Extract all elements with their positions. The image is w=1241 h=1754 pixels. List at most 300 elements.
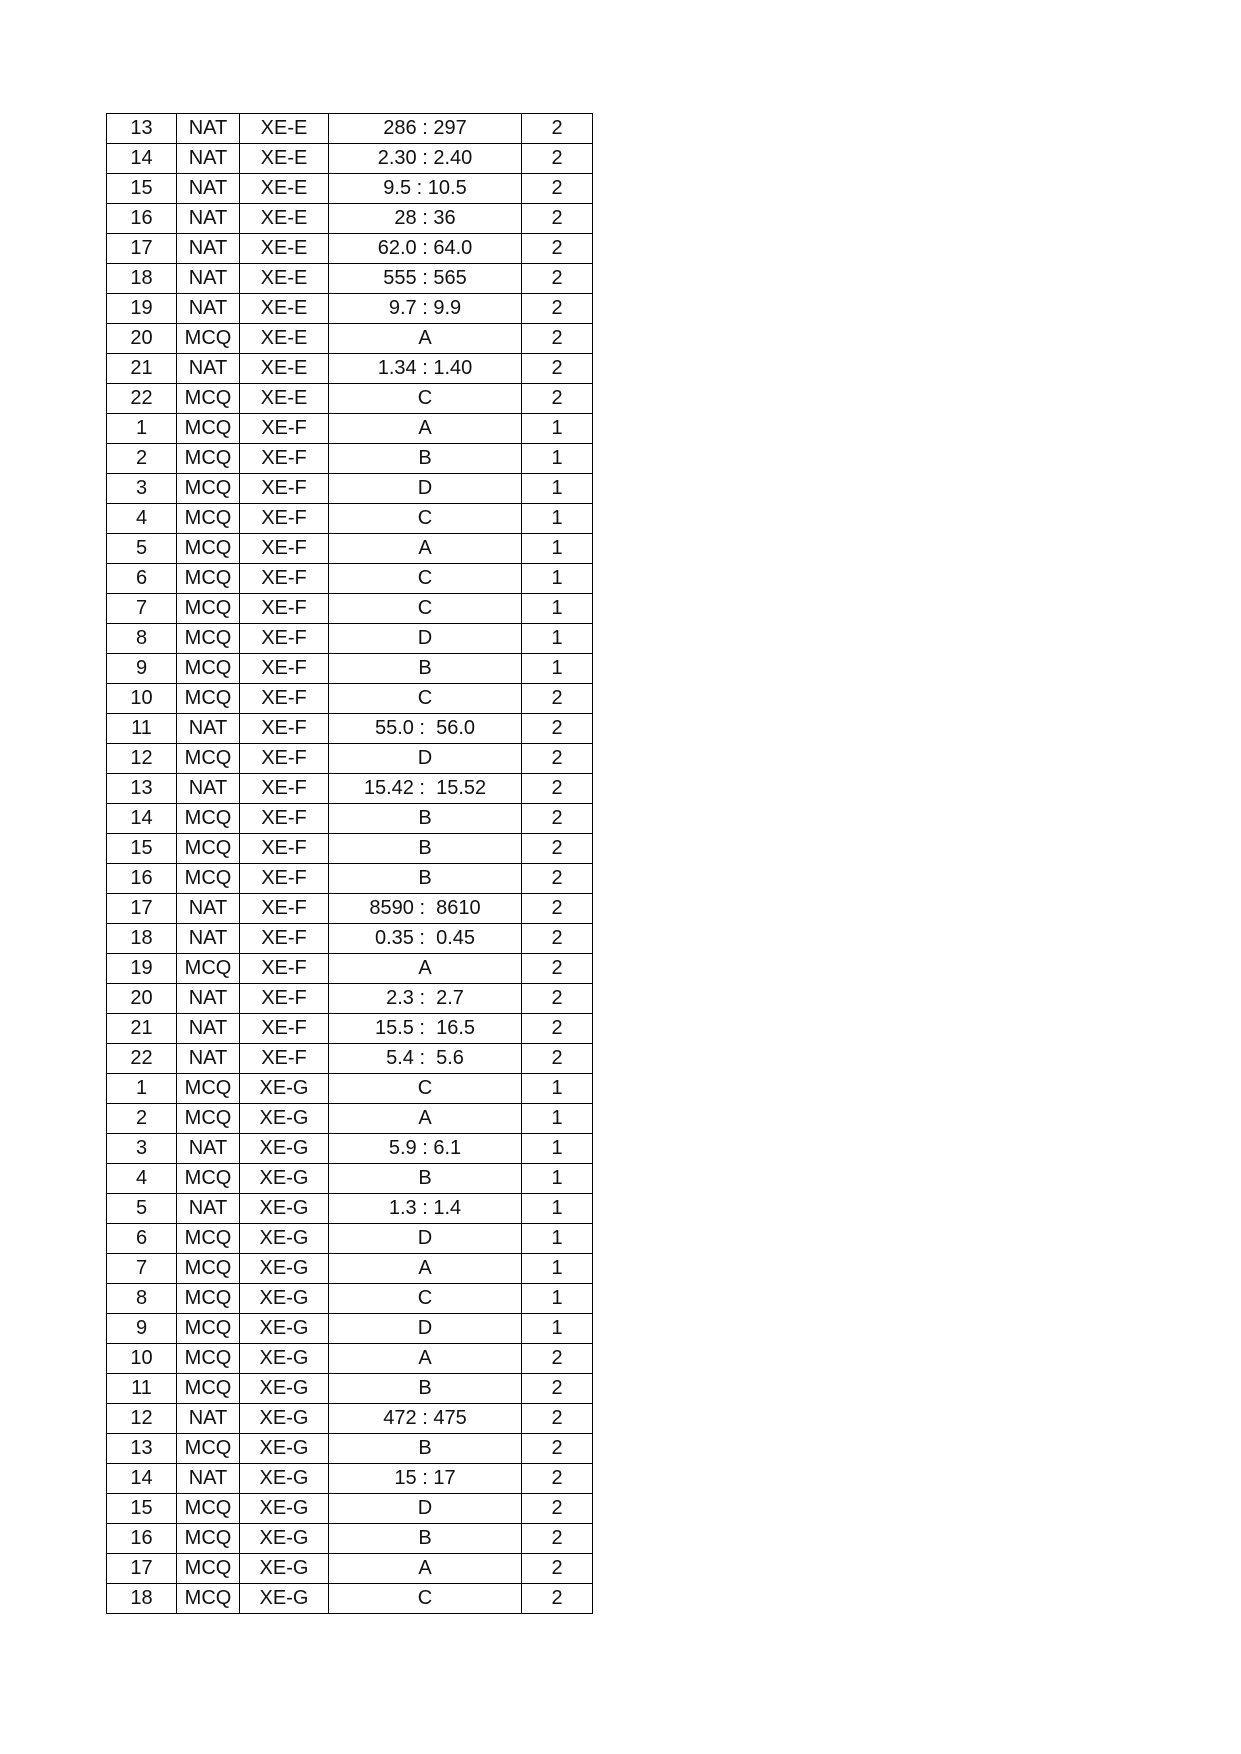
question-number-cell: 17 [107,894,177,924]
marks-cell: 1 [522,1224,593,1254]
answer-key-cell: A [329,534,522,564]
marks-cell: 1 [522,1104,593,1134]
marks-cell: 2 [522,774,593,804]
question-type-cell: MCQ [177,654,240,684]
question-type-cell: MCQ [177,1074,240,1104]
question-number-cell: 15 [107,174,177,204]
table-row [107,174,593,204]
table-row [107,1224,593,1254]
marks-cell: 1 [522,594,593,624]
question-number-cell: 8 [107,1284,177,1314]
question-number-cell: 7 [107,1254,177,1284]
answer-key-cell: B [329,444,522,474]
section-cell: XE-G [240,1494,329,1524]
marks-cell: 2 [522,1344,593,1374]
answer-key-cell: 1.34 : 1.40 [329,354,522,384]
table-row [107,1404,593,1434]
question-number-cell: 9 [107,1314,177,1344]
question-number-cell: 19 [107,954,177,984]
marks-cell: 2 [522,744,593,774]
answer-key-cell: B [329,1374,522,1404]
marks-cell: 2 [522,984,593,1014]
answer-key-cell: 9.5 : 10.5 [329,174,522,204]
table-row [107,744,593,774]
question-number-cell: 17 [107,234,177,264]
answer-key-cell: B [329,804,522,834]
section-cell: XE-G [240,1254,329,1284]
question-number-cell: 3 [107,474,177,504]
question-number-cell: 14 [107,804,177,834]
question-number-cell: 5 [107,534,177,564]
question-type-cell: MCQ [177,1224,240,1254]
question-type-cell: NAT [177,204,240,234]
question-number-cell: 12 [107,1404,177,1434]
question-type-cell: MCQ [177,534,240,564]
table-row [107,354,593,384]
question-type-cell: MCQ [177,444,240,474]
question-type-cell: MCQ [177,864,240,894]
section-cell: XE-G [240,1194,329,1224]
section-cell: XE-E [240,234,329,264]
marks-cell: 2 [522,1044,593,1074]
question-number-cell: 16 [107,864,177,894]
question-type-cell: MCQ [177,384,240,414]
marks-cell: 2 [522,1404,593,1434]
marks-cell: 2 [522,1524,593,1554]
table-row [107,324,593,354]
section-cell: XE-E [240,204,329,234]
question-number-cell: 15 [107,834,177,864]
section-cell: XE-F [240,834,329,864]
table-row [107,714,593,744]
table-row [107,684,593,714]
answer-key-cell: 555 : 565 [329,264,522,294]
marks-cell: 2 [522,864,593,894]
question-number-cell: 2 [107,1104,177,1134]
answer-key-cell: D [329,1494,522,1524]
question-number-cell: 16 [107,1524,177,1554]
answer-key-cell: A [329,414,522,444]
table-row [107,1524,593,1554]
section-cell: XE-G [240,1074,329,1104]
question-type-cell: NAT [177,354,240,384]
question-type-cell: MCQ [177,684,240,714]
marks-cell: 1 [522,1164,593,1194]
section-cell: XE-E [240,174,329,204]
marks-cell: 1 [522,624,593,654]
table-row [107,1164,593,1194]
question-type-cell: MCQ [177,1434,240,1464]
answer-key-cell: 286 : 297 [329,114,522,144]
section-cell: XE-F [240,684,329,714]
question-type-cell: MCQ [177,474,240,504]
answer-key-cell: A [329,324,522,354]
section-cell: XE-F [240,984,329,1014]
question-number-cell: 20 [107,324,177,354]
marks-cell: 1 [522,1254,593,1284]
question-number-cell: 14 [107,1464,177,1494]
marks-cell: 1 [522,564,593,594]
table-row [107,204,593,234]
question-number-cell: 7 [107,594,177,624]
marks-cell: 2 [522,384,593,414]
marks-cell: 2 [522,174,593,204]
question-type-cell: MCQ [177,1494,240,1524]
answer-key-cell: C [329,1284,522,1314]
marks-cell: 2 [522,804,593,834]
question-number-cell: 19 [107,294,177,324]
question-type-cell: NAT [177,1464,240,1494]
marks-cell: 2 [522,144,593,174]
marks-cell: 2 [522,924,593,954]
table-row [107,1464,593,1494]
table-row [107,144,593,174]
question-type-cell: NAT [177,774,240,804]
marks-cell: 1 [522,444,593,474]
question-number-cell: 10 [107,684,177,714]
marks-cell: 2 [522,1584,593,1614]
section-cell: XE-F [240,594,329,624]
table-row [107,1434,593,1464]
answer-key-cell: C [329,504,522,534]
answer-key-cell: C [329,1074,522,1104]
section-cell: XE-F [240,444,329,474]
section-cell: XE-E [240,114,329,144]
answer-key-cell: 28 : 36 [329,204,522,234]
question-type-cell: MCQ [177,1554,240,1584]
question-number-cell: 22 [107,1044,177,1074]
question-number-cell: 21 [107,354,177,384]
marks-cell: 2 [522,1464,593,1494]
section-cell: XE-F [240,774,329,804]
table-row [107,804,593,834]
question-type-cell: MCQ [177,834,240,864]
marks-cell: 2 [522,894,593,924]
marks-cell: 2 [522,354,593,384]
table-row [107,504,593,534]
question-number-cell: 17 [107,1554,177,1584]
answer-key-cell: A [329,1554,522,1584]
marks-cell: 2 [522,714,593,744]
question-type-cell: NAT [177,174,240,204]
question-number-cell: 9 [107,654,177,684]
marks-cell: 1 [522,504,593,534]
table-row [107,444,593,474]
table-row [107,594,593,624]
answer-key-cell: 9.7 : 9.9 [329,294,522,324]
answer-key-cell: B [329,1164,522,1194]
question-type-cell: NAT [177,294,240,324]
question-type-cell: NAT [177,984,240,1014]
marks-cell: 2 [522,204,593,234]
section-cell: XE-E [240,384,329,414]
section-cell: XE-F [240,504,329,534]
marks-cell: 1 [522,1284,593,1314]
table-row [107,924,593,954]
marks-cell: 2 [522,324,593,354]
answer-key-cell: B [329,654,522,684]
answer-key-cell: A [329,1104,522,1134]
section-cell: XE-F [240,924,329,954]
answer-key-table [106,113,593,1614]
table-row [107,414,593,444]
table-row [107,1584,593,1614]
section-cell: XE-G [240,1404,329,1434]
marks-cell: 2 [522,264,593,294]
marks-cell: 2 [522,684,593,714]
table-row [107,264,593,294]
question-number-cell: 18 [107,1584,177,1614]
question-type-cell: MCQ [177,564,240,594]
table-row [107,474,593,504]
answer-key-cell: B [329,1524,522,1554]
question-number-cell: 3 [107,1134,177,1164]
table-row [107,1314,593,1344]
question-type-cell: MCQ [177,954,240,984]
answer-key-cell: 62.0 : 64.0 [329,234,522,264]
section-cell: XE-F [240,414,329,444]
question-number-cell: 22 [107,384,177,414]
question-number-cell: 4 [107,504,177,534]
question-number-cell: 1 [107,414,177,444]
section-cell: XE-G [240,1134,329,1164]
answer-key-cell: C [329,384,522,414]
answer-key-cell: 1.3 : 1.4 [329,1194,522,1224]
section-cell: XE-E [240,324,329,354]
answer-key-cell: 5.9 : 6.1 [329,1134,522,1164]
question-number-cell: 2 [107,444,177,474]
answer-key-cell: 2.3 : 2.7 [329,984,522,1014]
section-cell: XE-F [240,654,329,684]
marks-cell: 2 [522,834,593,864]
section-cell: XE-G [240,1584,329,1614]
marks-cell: 2 [522,1434,593,1464]
table-row [107,624,593,654]
answer-key-cell: B [329,864,522,894]
answer-key-cell: 8590 : 8610 [329,894,522,924]
answer-key-cell: A [329,1344,522,1374]
question-type-cell: MCQ [177,1374,240,1404]
table-row [107,774,593,804]
table-row [107,1044,593,1074]
marks-cell: 1 [522,654,593,684]
answer-key-cell: C [329,564,522,594]
marks-cell: 1 [522,1194,593,1224]
marks-cell: 2 [522,234,593,264]
section-cell: XE-G [240,1344,329,1374]
question-type-cell: MCQ [177,594,240,624]
table-row [107,894,593,924]
question-type-cell: NAT [177,1134,240,1164]
table-row [107,1374,593,1404]
section-cell: XE-G [240,1554,329,1584]
question-number-cell: 13 [107,774,177,804]
section-cell: XE-E [240,144,329,174]
question-number-cell: 11 [107,714,177,744]
answer-key-cell: 15 : 17 [329,1464,522,1494]
marks-cell: 1 [522,474,593,504]
marks-cell: 1 [522,1314,593,1344]
question-type-cell: MCQ [177,624,240,654]
question-number-cell: 4 [107,1164,177,1194]
question-number-cell: 10 [107,1344,177,1374]
answer-key-cell: 55.0 : 56.0 [329,714,522,744]
section-cell: XE-G [240,1434,329,1464]
question-type-cell: MCQ [177,744,240,774]
marks-cell: 2 [522,954,593,984]
question-type-cell: MCQ [177,1314,240,1344]
answer-key-cell: A [329,954,522,984]
question-type-cell: MCQ [177,1344,240,1374]
section-cell: XE-G [240,1524,329,1554]
answer-key-cell: D [329,744,522,774]
question-type-cell: MCQ [177,1254,240,1284]
answer-key-cell: C [329,1584,522,1614]
section-cell: XE-E [240,264,329,294]
question-number-cell: 6 [107,564,177,594]
question-number-cell: 15 [107,1494,177,1524]
table-row [107,1254,593,1284]
question-number-cell: 16 [107,204,177,234]
question-type-cell: NAT [177,714,240,744]
question-type-cell: NAT [177,264,240,294]
table-row [107,1134,593,1164]
table-row [107,654,593,684]
section-cell: XE-E [240,294,329,324]
table-row [107,384,593,414]
answer-key-cell: 472 : 475 [329,1404,522,1434]
section-cell: XE-G [240,1284,329,1314]
table-row [107,1104,593,1134]
section-cell: XE-G [240,1104,329,1134]
answer-key-cell: D [329,1314,522,1344]
question-type-cell: NAT [177,1194,240,1224]
question-type-cell: MCQ [177,1284,240,1314]
question-type-cell: NAT [177,144,240,174]
question-number-cell: 18 [107,264,177,294]
answer-key-cell: 15.5 : 16.5 [329,1014,522,1044]
answer-key-cell: 2.30 : 2.40 [329,144,522,174]
table-row [107,954,593,984]
marks-cell: 1 [522,534,593,564]
question-number-cell: 14 [107,144,177,174]
answer-key-cell: B [329,1434,522,1464]
section-cell: XE-F [240,894,329,924]
question-number-cell: 6 [107,1224,177,1254]
answer-key-cell: 5.4 : 5.6 [329,1044,522,1074]
table-row [107,1344,593,1374]
table-row [107,114,593,144]
question-number-cell: 12 [107,744,177,774]
section-cell: XE-F [240,564,329,594]
answer-key-cell: D [329,624,522,654]
marks-cell: 1 [522,414,593,444]
marks-cell: 1 [522,1134,593,1164]
table-row [107,234,593,264]
marks-cell: 2 [522,1494,593,1524]
marks-cell: 2 [522,114,593,144]
section-cell: XE-G [240,1224,329,1254]
table-row [107,1494,593,1524]
table-row [107,294,593,324]
question-type-cell: NAT [177,924,240,954]
table-row [107,564,593,594]
question-number-cell: 20 [107,984,177,1014]
marks-cell: 2 [522,1374,593,1404]
question-number-cell: 1 [107,1074,177,1104]
answer-key-cell: B [329,834,522,864]
question-number-cell: 21 [107,1014,177,1044]
question-type-cell: NAT [177,1014,240,1044]
table-row [107,1074,593,1104]
question-number-cell: 13 [107,1434,177,1464]
answer-key-cell: C [329,594,522,624]
question-number-cell: 5 [107,1194,177,1224]
table-row [107,984,593,1014]
section-cell: XE-E [240,354,329,384]
section-cell: XE-F [240,714,329,744]
answer-key-cell: C [329,684,522,714]
answer-key-cell: A [329,1254,522,1284]
question-type-cell: MCQ [177,504,240,534]
section-cell: XE-F [240,744,329,774]
question-type-cell: MCQ [177,1584,240,1614]
question-type-cell: MCQ [177,1104,240,1134]
question-type-cell: MCQ [177,324,240,354]
marks-cell: 1 [522,1074,593,1104]
section-cell: XE-G [240,1164,329,1194]
question-number-cell: 13 [107,114,177,144]
section-cell: XE-F [240,864,329,894]
answer-key-cell: 15.42 : 15.52 [329,774,522,804]
table-row [107,1194,593,1224]
question-type-cell: MCQ [177,1164,240,1194]
answer-key-cell: 0.35 : 0.45 [329,924,522,954]
answer-key-table-body [107,114,593,1614]
question-type-cell: NAT [177,1404,240,1434]
section-cell: XE-F [240,1044,329,1074]
question-type-cell: MCQ [177,1524,240,1554]
table-row [107,534,593,564]
table-row [107,834,593,864]
section-cell: XE-G [240,1314,329,1344]
section-cell: XE-F [240,1014,329,1044]
question-number-cell: 18 [107,924,177,954]
table-row [107,1014,593,1044]
marks-cell: 2 [522,1014,593,1044]
section-cell: XE-F [240,804,329,834]
question-type-cell: NAT [177,114,240,144]
question-type-cell: NAT [177,1044,240,1074]
question-number-cell: 11 [107,1374,177,1404]
marks-cell: 2 [522,294,593,324]
marks-cell: 2 [522,1554,593,1584]
question-type-cell: MCQ [177,414,240,444]
question-type-cell: NAT [177,234,240,264]
table-row [107,864,593,894]
section-cell: XE-G [240,1374,329,1404]
question-number-cell: 8 [107,624,177,654]
section-cell: XE-F [240,534,329,564]
answer-key-cell: D [329,1224,522,1254]
answer-key-cell: D [329,474,522,504]
table-row [107,1284,593,1314]
section-cell: XE-G [240,1464,329,1494]
section-cell: XE-F [240,624,329,654]
section-cell: XE-F [240,474,329,504]
question-type-cell: MCQ [177,804,240,834]
section-cell: XE-F [240,954,329,984]
